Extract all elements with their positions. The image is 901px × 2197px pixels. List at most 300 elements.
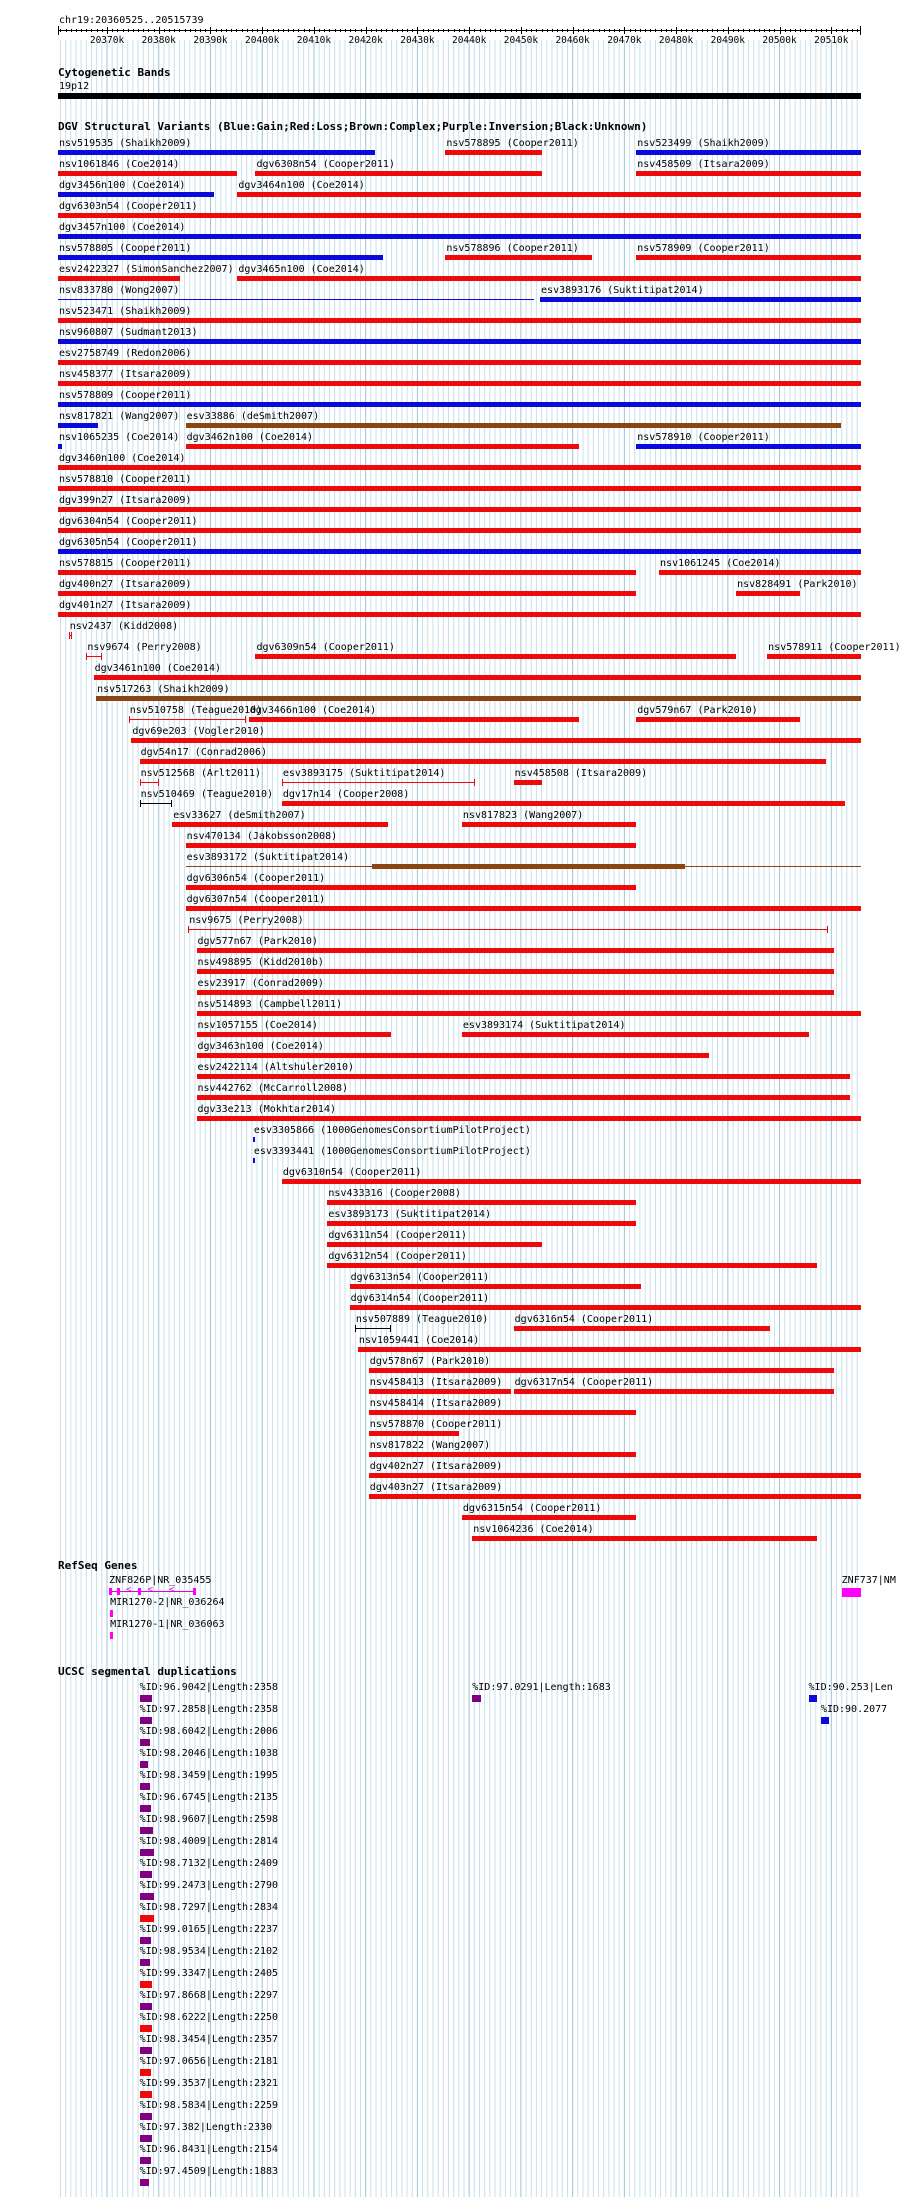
sv-end-cap: [140, 800, 141, 807]
sv-bar[interactable]: [636, 255, 861, 260]
segdup-bar[interactable]: [140, 1695, 152, 1702]
sv-bar[interactable]: [58, 591, 636, 596]
sv-label[interactable]: esv2422114 (Altshuler2010): [197, 1062, 355, 1073]
ruler-minor-tick: [361, 29, 362, 32]
ruler-minor-tick: [557, 29, 558, 32]
ruler-minor-tick: [81, 29, 82, 32]
segdup-label[interactable]: %ID:99.3537|Length:2321: [139, 2078, 279, 2089]
gene-label[interactable]: MIR1270-1|NR_036063: [110, 1619, 225, 1630]
sv-bar[interactable]: [58, 171, 237, 176]
sv-label[interactable]: dgv6305n54 (Cooper2011): [59, 537, 198, 548]
sv-label[interactable]: nsv470134 (Jakobsson2008): [186, 831, 338, 842]
sv-label[interactable]: nsv514893 (Campbell2011): [197, 999, 343, 1010]
sv-bar[interactable]: [129, 719, 246, 720]
sv-bar[interactable]: [369, 1410, 636, 1415]
sv-end-cap: [69, 632, 70, 639]
sv-label[interactable]: dgv401n27 (Itsara2009): [59, 600, 192, 611]
sv-label[interactable]: nsv9675 (Perry2008): [189, 915, 304, 926]
sv-label[interactable]: dgv3462n100 (Coe2014): [186, 432, 314, 443]
ruler-minor-tick: [205, 29, 206, 32]
sv-label[interactable]: dgv3456n100 (Coe2014): [59, 180, 186, 191]
sv-label[interactable]: nsv433316 (Cooper2008): [328, 1188, 461, 1199]
segdup-bar[interactable]: [140, 1871, 152, 1878]
sv-bar[interactable]: [58, 423, 98, 428]
sv-bar[interactable]: [197, 1074, 851, 1079]
sv-label[interactable]: nsv828491 (Park2010): [737, 579, 858, 590]
sv-bar[interactable]: [327, 1200, 636, 1205]
cytoband-19p12[interactable]: [58, 93, 861, 99]
sv-label[interactable]: dgv6306n54 (Cooper2011): [186, 873, 326, 884]
sv-bar[interactable]: [186, 885, 637, 890]
segdup-label[interactable]: %ID:96.9042|Length:2358: [139, 1682, 279, 1693]
segdup-bar[interactable]: [140, 1739, 150, 1746]
sv-bar[interactable]: [282, 1179, 861, 1184]
sv-label[interactable]: dgv6309n54 (Cooper2011): [256, 642, 395, 653]
sv-label[interactable]: nsv578909 (Cooper2011): [637, 243, 770, 254]
sv-bar[interactable]: [350, 1284, 642, 1289]
sv-bar[interactable]: [58, 507, 861, 512]
sv-label[interactable]: nsv578810 (Cooper2011): [59, 474, 192, 485]
sv-label[interactable]: nsv458508 (Itsara2009): [514, 768, 648, 779]
ruler-minor-tick: [635, 29, 636, 32]
sv-bar[interactable]: [358, 1347, 861, 1352]
sv-bar[interactable]: [540, 297, 861, 302]
sv-bar[interactable]: [369, 1389, 511, 1394]
sv-label[interactable]: nsv458509 (Itsara2009): [637, 159, 770, 170]
segdup-bar[interactable]: [140, 1783, 150, 1790]
sv-label[interactable]: dgv3460n100 (Coe2014): [59, 453, 186, 464]
sv-label[interactable]: nsv510469 (Teague2010): [140, 789, 274, 800]
sv-bar[interactable]: [197, 969, 834, 974]
ruler-major-tick: [159, 27, 160, 34]
sv-bar[interactable]: [249, 717, 580, 722]
sv-label[interactable]: dgv6310n54 (Cooper2011): [282, 1167, 422, 1178]
sv-label[interactable]: dgv33e213 (Mokhtar2014): [197, 1104, 336, 1115]
segdup-label[interactable]: %ID:97.4509|Length:1883: [139, 2166, 279, 2177]
ruler-minor-tick: [267, 29, 268, 32]
segdup-label[interactable]: %ID:98.7132|Length:2409: [139, 1858, 279, 1869]
sv-bar[interactable]: [327, 1263, 817, 1268]
sv-bar[interactable]: [172, 822, 388, 827]
sv-bar[interactable]: [350, 1305, 861, 1310]
sv-label[interactable]: esv3893172 (Suktitipat2014): [186, 852, 350, 863]
segdup-bar[interactable]: [140, 2069, 151, 2076]
ruler-minor-tick: [640, 29, 641, 32]
segdup-label[interactable]: %ID:98.6042|Length:2006: [139, 1726, 279, 1737]
sv-bar[interactable]: [58, 150, 375, 155]
sv-label[interactable]: dgv3464n100 (Coe2014): [238, 180, 365, 191]
sv-bar[interactable]: [186, 843, 637, 848]
ruler-minor-tick: [655, 29, 656, 32]
sv-label[interactable]: nsv578896 (Cooper2011): [446, 243, 579, 254]
sv-bar[interactable]: [94, 675, 861, 680]
sv-bar[interactable]: [462, 822, 636, 827]
ruler-minor-tick: [764, 29, 765, 32]
sv-label[interactable]: nsv833780 (Wong2007): [59, 285, 180, 296]
segdup-label[interactable]: %ID:90.2077: [820, 1704, 888, 1715]
sv-bar[interactable]: [197, 1053, 709, 1058]
sv-bar[interactable]: [255, 171, 541, 176]
sv-bar[interactable]: [253, 1158, 256, 1163]
sv-bar[interactable]: [327, 1221, 636, 1226]
sv-bar[interactable]: [186, 906, 861, 911]
sv-label[interactable]: nsv507889 (Teague2010): [355, 1314, 489, 1325]
sv-label[interactable]: dgv6304n54 (Cooper2011): [59, 516, 198, 527]
sv-bar[interactable]: [282, 782, 475, 783]
sv-label[interactable]: dgv6317n54 (Cooper2011): [514, 1377, 654, 1388]
segdup-bar[interactable]: [140, 2091, 152, 2098]
sv-label[interactable]: dgv578n67 (Park2010): [369, 1356, 491, 1367]
sv-label[interactable]: esv3393441 (1000GenomesConsortiumPilotProject): [253, 1146, 531, 1157]
ruler-minor-tick: [257, 29, 258, 32]
sv-bar[interactable]: [369, 1452, 636, 1457]
sv-label[interactable]: dgv54n17 (Conrad2006): [140, 747, 268, 758]
sv-label[interactable]: dgv6316n54 (Cooper2011): [514, 1314, 654, 1325]
sv-label[interactable]: nsv458413 (Itsara2009): [369, 1377, 503, 1388]
sv-bar[interactable]: [58, 339, 861, 344]
sv-bar[interactable]: [58, 360, 861, 365]
sv-bar[interactable]: [369, 1368, 834, 1373]
ruler-tick-label: 20410k: [296, 35, 332, 46]
sv-label[interactable]: nsv578911 (Cooper2011): [768, 642, 901, 653]
sv-bar[interactable]: [58, 465, 861, 470]
sv-bar[interactable]: [86, 656, 102, 657]
segdup-bar[interactable]: [140, 2135, 152, 2142]
sv-label[interactable]: dgv6315n54 (Cooper2011): [462, 1503, 602, 1514]
ruler-minor-tick: [842, 29, 843, 32]
ruler-major-tick: [262, 27, 263, 34]
segdup-bar[interactable]: [140, 2003, 152, 2010]
ruler-minor-tick: [821, 29, 822, 32]
sv-bar[interactable]: [58, 528, 861, 533]
ruler-tick-label: 20400k: [245, 35, 280, 46]
sv-bar[interactable]: [197, 1032, 391, 1037]
sv-bar[interactable]: [237, 192, 861, 197]
sv-bar[interactable]: [767, 654, 861, 659]
segdup-bar[interactable]: [140, 1761, 148, 1768]
ruler-minor-tick: [402, 29, 403, 32]
sv-label[interactable]: dgv403n27 (Itsara2009): [369, 1482, 503, 1493]
gene-exon[interactable]: [110, 1632, 113, 1639]
sv-label[interactable]: esv3893175 (Suktitipat2014): [282, 768, 446, 779]
segdup-bar[interactable]: [140, 1959, 151, 1966]
sv-label[interactable]: nsv578809 (Cooper2011): [59, 390, 192, 401]
sv-label[interactable]: nsv817821 (Wang2007): [59, 411, 180, 422]
sv-bar[interactable]: [58, 192, 214, 197]
sv-bar[interactable]: [636, 444, 861, 449]
segdup-bar[interactable]: [140, 1937, 151, 1944]
gene-exon[interactable]: [193, 1588, 196, 1595]
sv-bar[interactable]: [472, 1536, 817, 1541]
sv-bar[interactable]: [355, 1328, 391, 1329]
ruler-minor-tick: [759, 29, 760, 32]
sv-label[interactable]: nsv1057155 (Coe2014): [197, 1020, 318, 1031]
sv-bar[interactable]: [58, 402, 861, 407]
segdup-label[interactable]: %ID:98.9534|Length:2102: [139, 1946, 279, 1957]
sv-bar[interactable]: [186, 444, 580, 449]
ruler-minor-tick: [650, 29, 651, 32]
segdup-bar[interactable]: [140, 1893, 154, 1900]
sv-bar[interactable]: [514, 1389, 834, 1394]
sv-bar[interactable]: [636, 717, 800, 722]
sv-label[interactable]: dgv3461n100 (Coe2014): [94, 663, 221, 674]
sv-label[interactable]: nsv1061846 (Coe2014): [59, 159, 180, 170]
ruler-minor-tick: [790, 29, 791, 32]
sv-label[interactable]: esv3893173 (Suktitipat2014): [328, 1209, 491, 1220]
sv-label[interactable]: dgv6303n54 (Cooper2011): [59, 201, 198, 212]
segdup-bar[interactable]: [140, 2113, 152, 2120]
ruler-minor-tick: [593, 29, 594, 32]
sv-label[interactable]: dgv6311n54 (Cooper2011): [328, 1230, 467, 1241]
ruler-minor-tick: [438, 29, 439, 32]
segdup-bar[interactable]: [140, 1849, 154, 1856]
segdup-label[interactable]: %ID:99.3347|Length:2405: [139, 1968, 279, 1979]
sv-end-cap: [140, 779, 141, 786]
sv-bar[interactable]: [58, 486, 861, 491]
segdup-bar[interactable]: [140, 2025, 152, 2032]
sv-bar[interactable]: [131, 738, 861, 743]
sv-label[interactable]: dgv6307n54 (Cooper2011): [186, 894, 326, 905]
ruler-minor-tick: [774, 29, 775, 32]
ruler-minor-tick: [221, 29, 222, 32]
segdup-label[interactable]: %ID:98.5834|Length:2259: [139, 2100, 279, 2111]
cytoband-track-title: Cytogenetic Bands: [58, 66, 171, 79]
sv-bar[interactable]: [58, 299, 534, 300]
sv-label[interactable]: nsv442762 (McCarroll2008): [197, 1083, 349, 1094]
segdup-label[interactable]: %ID:98.9607|Length:2598: [139, 1814, 279, 1825]
ruler-minor-tick: [345, 29, 346, 32]
sv-label[interactable]: dgv579n67 (Park2010): [637, 705, 758, 716]
sv-bar[interactable]: [197, 1095, 851, 1100]
sv-bar[interactable]: [514, 1326, 770, 1331]
sv-bar[interactable]: [255, 654, 736, 659]
sv-bar[interactable]: [188, 929, 828, 930]
ruler-minor-tick: [511, 29, 512, 32]
segdup-label[interactable]: %ID:90.253|Len: [808, 1682, 893, 1693]
sv-bar[interactable]: [58, 570, 636, 575]
sv-label[interactable]: nsv1065235 (Coe2014): [59, 432, 180, 443]
ruler-minor-tick: [164, 29, 165, 32]
sv-bar[interactable]: [514, 780, 542, 785]
sv-bar[interactable]: [327, 1242, 542, 1247]
ruler-minor-tick: [190, 29, 191, 32]
segdup-label[interactable]: %ID:97.0656|Length:2181: [139, 2056, 279, 2067]
sv-label[interactable]: nsv523471 (Shaikh2009): [59, 306, 192, 317]
segdup-bar[interactable]: [140, 2179, 150, 2186]
segdup-bar[interactable]: [140, 1805, 151, 1812]
sv-label[interactable]: nsv9674 (Perry2008): [87, 642, 202, 653]
sv-bar[interactable]: [58, 444, 62, 449]
sv-label[interactable]: dgv6314n54 (Cooper2011): [350, 1293, 490, 1304]
segdup-label[interactable]: %ID:97.8668|Length:2297: [139, 1990, 279, 2001]
sv-bar[interactable]: [58, 612, 861, 617]
ruler-minor-tick: [516, 29, 517, 32]
gene-exon[interactable]: [138, 1588, 141, 1595]
segdup-label[interactable]: %ID:98.3454|Length:2357: [139, 2034, 279, 2045]
segdup-label[interactable]: %ID:99.2473|Length:2790: [139, 1880, 279, 1891]
sv-label[interactable]: dgv3463n100 (Coe2014): [197, 1041, 324, 1052]
sv-bar[interactable]: [58, 213, 861, 218]
sv-label[interactable]: nsv1059441 (Coe2014): [358, 1335, 480, 1346]
segdup-bar[interactable]: [472, 1695, 481, 1702]
gene-exon[interactable]: [109, 1588, 112, 1595]
sv-label[interactable]: esv3893176 (Suktitipat2014): [541, 285, 704, 296]
segdup-bar[interactable]: [140, 2157, 151, 2164]
ruler-minor-tick: [723, 29, 724, 32]
sv-bar[interactable]: [282, 801, 845, 806]
sv-label[interactable]: dgv399n27 (Itsara2009): [59, 495, 192, 506]
sv-bar[interactable]: [197, 990, 834, 995]
ruler-minor-tick: [154, 29, 155, 32]
segdup-label[interactable]: %ID:96.8431|Length:2154: [139, 2144, 279, 2155]
sv-bar[interactable]: [58, 549, 861, 554]
sv-label[interactable]: nsv817822 (Wang2007): [369, 1440, 491, 1451]
sv-bar[interactable]: [58, 276, 180, 281]
sv-bar[interactable]: [140, 782, 159, 783]
sv-label[interactable]: nsv498895 (Kidd2010b): [197, 957, 324, 968]
sv-label[interactable]: esv2758749 (Redon2006): [59, 348, 192, 359]
sv-label[interactable]: dgv400n27 (Itsara2009): [59, 579, 192, 590]
segdup-label[interactable]: %ID:98.3459|Length:1995: [139, 1770, 279, 1781]
gene-exon[interactable]: [842, 1588, 861, 1597]
sv-bar[interactable]: [96, 696, 861, 701]
sv-label[interactable]: dgv3466n100 (Coe2014): [249, 705, 377, 716]
ruler-minor-tick: [76, 29, 77, 32]
ruler-tick-label: 20390k: [193, 35, 228, 46]
sv-label[interactable]: nsv2437 (Kidd2008): [69, 621, 179, 632]
sv-label[interactable]: nsv458377 (Itsara2009): [59, 369, 192, 380]
ruler-minor-tick: [474, 29, 475, 32]
segdup-bar[interactable]: [140, 1915, 154, 1922]
segdup-label[interactable]: %ID:99.0165|Length:2237: [139, 1924, 279, 1935]
sv-bar[interactable]: [462, 1515, 636, 1520]
sv-label[interactable]: nsv523499 (Shaikh2009): [637, 138, 770, 149]
sv-label[interactable]: nsv578895 (Cooper2011): [446, 138, 579, 149]
sv-label[interactable]: dgv6313n54 (Cooper2011): [350, 1272, 490, 1283]
gene-exon[interactable]: [110, 1610, 113, 1617]
sv-bar[interactable]: [197, 1116, 861, 1121]
sv-label[interactable]: esv23917 (Conrad2009): [197, 978, 324, 989]
sv-end-cap: [390, 1325, 391, 1332]
ruler-minor-tick: [60, 29, 61, 32]
sv-label[interactable]: dgv69e203 (Vogler2010): [132, 726, 265, 737]
gene-label[interactable]: ZNF826P|NR_035455: [109, 1575, 212, 1586]
segdup-label[interactable]: %ID:98.2046|Length:1038: [139, 1748, 279, 1759]
sv-bar[interactable]: [445, 150, 541, 155]
sv-label[interactable]: dgv3457n100 (Coe2014): [59, 222, 186, 233]
sv-label[interactable]: nsv510758 (Teague2010): [129, 705, 263, 716]
segdup-label[interactable]: %ID:97.2858|Length:2358: [139, 1704, 279, 1715]
sv-bar[interactable]: [636, 150, 861, 155]
ruler-minor-tick: [681, 29, 682, 32]
segdup-label[interactable]: %ID:97.0291|Length:1683: [472, 1682, 611, 1693]
sv-label[interactable]: nsv519535 (Shaikh2009): [59, 138, 192, 149]
segdup-label[interactable]: %ID:96.6745|Length:2135: [139, 1792, 279, 1803]
sv-label[interactable]: dgv6312n54 (Cooper2011): [328, 1251, 467, 1262]
sv-label[interactable]: esv2422327 (SimonSanchez2007): [59, 264, 234, 275]
sv-bar[interactable]: [186, 423, 841, 428]
sv-label[interactable]: nsv1061245 (Coe2014): [660, 558, 781, 569]
ruler-minor-tick: [836, 29, 837, 32]
sv-bar[interactable]: [58, 255, 383, 260]
sv-label[interactable]: nsv578870 (Cooper2011): [369, 1419, 503, 1430]
sv-label[interactable]: nsv517263 (Shaikh2009): [97, 684, 230, 695]
sv-bar[interactable]: [58, 234, 861, 239]
sv-label[interactable]: nsv578815 (Cooper2011): [59, 558, 192, 569]
sv-bar[interactable]: [369, 1473, 861, 1478]
sv-label[interactable]: dgv577n67 (Park2010): [197, 936, 318, 947]
sv-label[interactable]: nsv512568 (Arlt2011): [140, 768, 262, 779]
sv-bar[interactable]: [445, 255, 592, 260]
sv-label[interactable]: esv33886 (deSmith2007): [186, 411, 320, 422]
sv-label[interactable]: nsv960807 (Sudmant2013): [59, 327, 198, 338]
segdup-label[interactable]: %ID:98.6222|Length:2250: [139, 2012, 279, 2023]
segdup-bar[interactable]: [821, 1717, 829, 1724]
sv-label[interactable]: nsv578910 (Cooper2011): [637, 432, 770, 443]
ruler-minor-tick: [102, 29, 103, 32]
sv-bar[interactable]: [237, 276, 861, 281]
gene-label[interactable]: ZNF737|NM: [841, 1575, 896, 1586]
sv-bar[interactable]: [253, 1137, 256, 1142]
segdup-bar[interactable]: [140, 1981, 152, 1988]
ruler-minor-tick: [97, 29, 98, 32]
segdup-bar[interactable]: [140, 1827, 153, 1834]
sv-end-cap: [158, 779, 159, 786]
gene-label[interactable]: MIR1270-2|NR_036264: [110, 1597, 225, 1608]
segdup-label[interactable]: %ID:98.4009|Length:2814: [139, 1836, 279, 1847]
sv-label[interactable]: dgv402n27 (Itsara2009): [369, 1461, 503, 1472]
ruler-minor-tick: [697, 29, 698, 32]
segdup-bar[interactable]: [809, 1695, 817, 1702]
sv-label[interactable]: nsv1064236 (Coe2014): [473, 1524, 594, 1535]
sv-label[interactable]: esv3305866 (1000GenomesConsortiumPilotProject): [253, 1125, 531, 1136]
sv-bar[interactable]: [462, 1032, 809, 1037]
sv-bar[interactable]: [140, 803, 173, 804]
sv-bar[interactable]: [369, 1431, 459, 1436]
sv-bar[interactable]: [636, 171, 861, 176]
sv-end-cap: [474, 779, 475, 786]
sv-bar[interactable]: [736, 591, 800, 596]
ruler-major-tick: [780, 27, 781, 34]
sv-bar[interactable]: [58, 381, 861, 386]
sv-label[interactable]: esv33627 (deSmith2007): [173, 810, 306, 821]
segdup-bar[interactable]: [140, 1717, 152, 1724]
sv-bar[interactable]: [197, 948, 834, 953]
sv-label[interactable]: nsv578805 (Cooper2011): [59, 243, 192, 254]
sv-label[interactable]: nsv458414 (Itsara2009): [369, 1398, 503, 1409]
sv-bar[interactable]: [659, 570, 861, 575]
sv-label[interactable]: dgv17n14 (Cooper2008): [282, 789, 410, 800]
sv-label[interactable]: nsv817823 (Wang2007): [462, 810, 584, 821]
sv-bar[interactable]: [369, 1494, 861, 1499]
sv-label[interactable]: esv3893174 (Suktitipat2014): [462, 1020, 626, 1031]
position-label: chr19:20360525..20515739: [59, 15, 204, 26]
sv-bar[interactable]: [197, 1011, 861, 1016]
dgv-track-title: DGV Structural Variants (Blue:Gain;Red:Loss;Brown:Complex;Purple:Inversion;Black:Unknown): [58, 120, 648, 133]
ruler-minor-tick: [179, 29, 180, 32]
sv-label[interactable]: dgv3465n100 (Coe2014): [238, 264, 365, 275]
sv-bar[interactable]: [140, 759, 826, 764]
sv-label[interactable]: dgv6308n54 (Cooper2011): [256, 159, 395, 170]
segdup-label[interactable]: %ID:98.7297|Length:2834: [139, 1902, 279, 1913]
sv-bar-core[interactable]: [372, 864, 684, 869]
segdup-bar[interactable]: [140, 2047, 152, 2054]
segdup-label[interactable]: %ID:97.382|Length:2330: [139, 2122, 273, 2133]
ruler-minor-tick: [231, 29, 232, 32]
sv-bar[interactable]: [58, 318, 861, 323]
ruler-minor-tick: [407, 29, 408, 32]
gene-exon[interactable]: [117, 1588, 120, 1595]
